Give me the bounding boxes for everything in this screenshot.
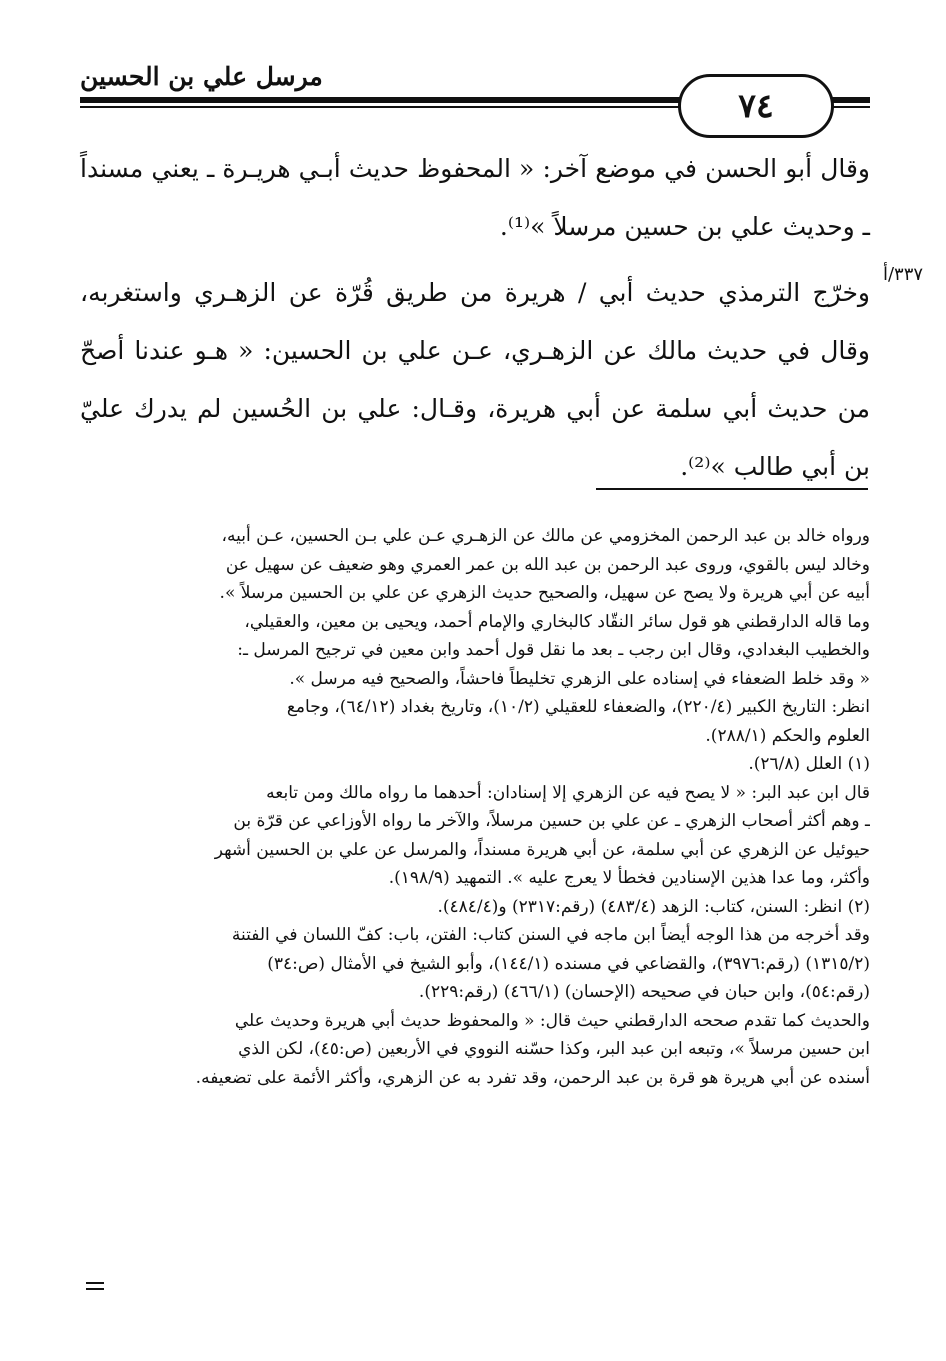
footnote-line: قال ابن عبد البر: « لا يصح فيه عن الزهري إلا إسنادان: أحدهما ما رواه مالك ومن تابعه	[266, 782, 870, 803]
footnote-line: حيوئيل عن الزهري عن أبي سلمة، عن أبي هريرة مسنداً، والمرسل عن علي بن الحسين أشهر	[214, 839, 870, 860]
footnote-line: ـ وهم أكثر أصحاب الزهري ـ عن علي بن حسين مرسلاً، والآخر ما رواه الأوزاعي عن قرّة بن	[233, 811, 870, 831]
footnote-line: (١٣١٥/٢) (رقم:٣٩٧٦)، والقضاعي في مسنده (١٤٤/١)، وأبو الشيخ في الأمثال (ص:٣٤)	[267, 953, 870, 974]
footnote-line: وقد أخرجه من هذا الوجه أيضاً ابن ماجه في السنن كتاب: الفتن، باب: كفّ اللسان في الفتنة	[231, 925, 870, 945]
footnote-separator	[596, 488, 868, 490]
footnote-line: انظر: التاريخ الكبير (٢٢٠/٤)، والضعفاء للعقيلي (١٠/٢)، وتاريخ بغداد (٦٤/١٢)، وجامع	[286, 697, 870, 717]
footnote-line: ورواه خالد بن عبد الرحمن المخزومي عن مالك عن الزهـري عـن علي بـن الحسين، عـن أبيه،	[221, 526, 870, 546]
footnote-line: والحديث كما تقدم صححه الدارقطني حيث قال: « والمحفوظ حديث أبي هريرة وحديث علي	[234, 1010, 870, 1031]
running-title: مرسل علي بن الحسين	[80, 62, 323, 91]
footnotes	[80, 522, 870, 1092]
paragraph: وقال أبو الحسن في موضع آخر: « المحفوظ حديث أبـي هريـرة ـ يعني مسنداً ـ وحديث علي بن حسين مرسلاً »⁽¹⁾.	[80, 154, 870, 241]
footnote-line: أبيه عن أبي هريرة ولا يصح عن سهيل، والصحيح حديث الزهري عن علي بن الحسين مرسلاً ».	[219, 583, 870, 603]
footnote-line: (٢) انظر: السنن، كتاب: الزهد (٤٨٣/٤) (رقم:٢٣١٧) و(٤٨٤/٤).	[437, 896, 870, 917]
footnote-line: (رقم:٥٤)، وابن حبان في صحيحه (الإحسان) (٤٦٦/١) (رقم:٢٢٩).	[418, 982, 870, 1002]
footnote-line: وما قاله الدارقطني هو قول سائر النقّاد كالبخاري والإمام أحمد، ويحيى بن معين، والعقيلي،	[244, 611, 870, 632]
footnote-line: ابن حسين مرسلاً »، وتبعه ابن عبد البر، وكذا حسّنه النووي في الأربعين (ص:٤٥)، لكن الذي	[238, 1039, 870, 1059]
page-number: ٧٤	[678, 74, 834, 138]
manuscript-folio-reference: ٣٣٧/أ	[882, 264, 924, 285]
paragraph: وخرّج الترمذي حديث أبي / هريرة من طريق قُرّة عن الزهـري واستغربه، وقال في حديث مالك عن الزهـري، عـن علي بن الحسين: « هـو عندنا أصحّ من حديث أبي سلمة عن أبي هريرة، وقـال: علي بن الحُسين لم يدرك عليّ بن أبي طالب »⁽²⁾.	[80, 278, 870, 481]
main-text	[80, 140, 870, 496]
footnote-line: العلوم والحكم (٢٨٨/١).	[705, 725, 870, 746]
footnote-line: (١) العلل (٢٦/٨).	[748, 754, 870, 774]
footnote-line: وخالد ليس بالقوي، وروى عبد الرحمن بن عبد الله بن عمر العمري وهو ضعيف عن سهيل عن	[225, 554, 870, 575]
footnote-line: وأكثر، وما عدا هذين الإسنادين فخطأ لا يعرج عليه ». التمهيد (١٩٨/٩).	[388, 868, 870, 888]
footnote-line: « وقد خلط الضعفاء في إسناده على الزهري تخليطاً فاحشاً، والصحيح فيه مرسل ».	[289, 668, 870, 689]
footnote-line: أسنده عن أبي هريرة هو قرة بن عبد الرحمن، وقد تفرد به عن الزهري، وأكثر الأئمة على تضعيفه.	[195, 1067, 870, 1088]
page-header	[80, 58, 870, 128]
footnote-line: والخطيب البغدادي، وقال ابن رجب ـ بعد ما نقل قول أحمد وابن معين في ترجيح المرسل ـ:	[237, 640, 870, 660]
continuation-mark	[86, 1282, 104, 1292]
